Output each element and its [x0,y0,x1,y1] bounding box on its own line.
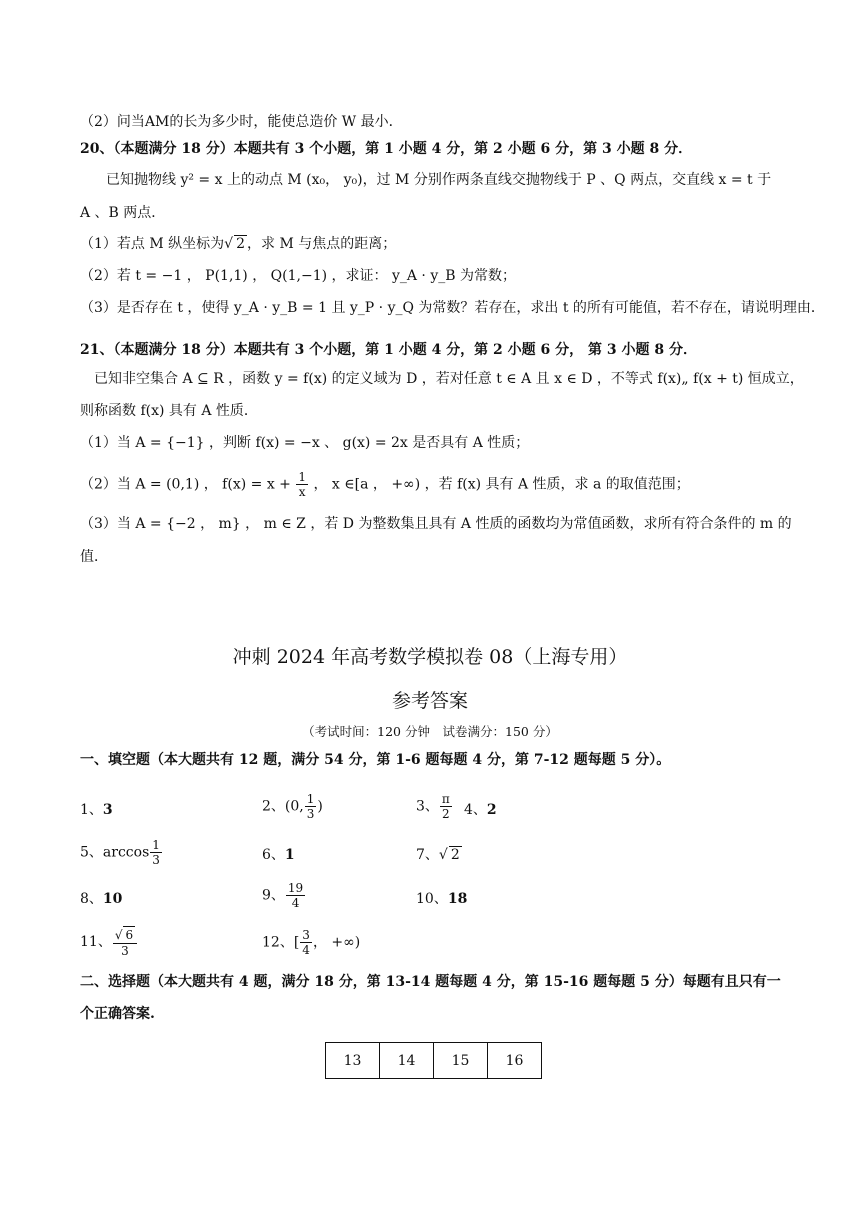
fraction-numerator [113,926,137,944]
fraction-denominator: 3 [152,853,160,867]
fraction-numerator: 1 [298,470,306,484]
q19-part2: （2）问当AM的长为多少时，能使总造价 W 最小． [80,114,403,130]
answer-fraction [440,792,452,821]
answer-value: 10 [102,891,123,907]
answer-label: 6、 [262,847,285,863]
table-cell-13: 13 [326,1043,380,1079]
answer-radicand: 2 [450,847,460,863]
answer-value: 3 [102,802,113,818]
fraction-numerator: 19 [287,881,304,895]
q20-part2: （2）若 t = −1 ， P(1,1) ， Q(1,−1) ，求证： y_A · y_B 为常数； [80,268,516,284]
fraction-numerator: 1 [306,792,315,806]
answer-5 [80,838,163,867]
answer-text: [ [293,934,300,951]
answer-label: 1、 [80,802,103,818]
answer-key-title: 冲刺 2024 年高考数学模拟卷 08（上海专用） [232,646,628,668]
section1-heading: 一、填空题（本大题共有 12 题，满分 54 分，第 1-6 题每题 4 分，第 7-12 题每题 5 分）。 [80,752,671,768]
answer-2 [262,792,323,821]
answer-3 [416,792,453,821]
sqrt-symbol: √ [224,236,234,252]
answer-radicand: 6 [125,928,134,942]
q21-intro-line2: 则称函数 f(x) 具有 A 性质． [80,403,258,419]
answer-12 [262,928,360,957]
answer-fraction [150,838,162,867]
q20-part1 [80,234,396,254]
answer-label: 5、 [80,844,103,861]
answer-label: 7、 [416,847,439,863]
q21-part3-line2: 值． [80,549,108,565]
answer-value: 2 [486,802,497,818]
table-cell-16: 16 [488,1043,542,1079]
answer-label: 2、 [262,798,285,815]
answer-value: 18 [447,891,468,907]
fraction-denominator: x [298,485,306,499]
sqrt-symbol: √ [114,928,123,942]
answer-text: ) [317,798,323,815]
fraction-numerator: 3 [302,928,310,942]
fraction-denominator: 4 [291,896,300,910]
section2-heading-line1: 二、选择题（本大题共有 4 题，满分 18 分，第 13-14 题每题 4 分，第 15-16 题每题 5 分）每题有且只有一 [80,974,781,990]
answer-label: 8、 [80,891,103,907]
q21-part2-fraction [296,470,308,499]
answer-label: 9、 [262,887,285,904]
section2-heading-line2: 个正确答案. [80,1006,155,1022]
q21-part2-text-b: ， x ∈[a ， +∞) ，若 f(x) 具有 A 性质，求 a 的取值范围； [313,476,690,493]
q20-heading: 20、（本题满分 18 分）本题共有 3 个小题，第 1 小题 4 分，第 2 小题 6 分，第 3 小题 8 分． [80,141,693,157]
q20-intro-line1: 已知抛物线 y² = x 上的动点 M (x₀， y₀)，过 M 分别作两条直线交抛物线于 P 、Q 两点，交直线 x = t 于 [106,172,772,188]
q21-part2 [80,470,690,499]
answer-4 [464,800,497,820]
answer-fraction [286,881,305,910]
answer-label: 12、 [262,934,294,951]
fraction-denominator: 2 [442,807,450,821]
q21-part2-text-a: （2）当 A = (0,1) ， f(x) = x + [80,476,291,493]
answer-6 [262,845,295,865]
q21-part3-line1: （3）当 A = {−2 ， m} ， m ∈ Z ，若 D 为整数集且具有 A 性质的函数均为常值函数，求所有符合条件的 m 的 [80,516,792,532]
fraction-numerator: π [441,792,450,806]
answer-text: ， +∞) [312,934,361,951]
answer-label: 3、 [416,798,439,815]
table-cell-15: 15 [434,1043,488,1079]
answer-1 [80,800,113,820]
q20-part1-text-a: （1）若点 M 纵坐标为 [80,236,225,252]
q21-heading: 21、（本题满分 18 分）本题共有 3 个小题，第 1 小题 4 分，第 2 小题 6 分， 第 3 小题 8 分． [80,342,698,358]
q20-part1-radicand: 2 [236,236,245,252]
fraction-denominator: 3 [306,807,315,821]
answer-text: arccos [102,844,150,861]
exam-info: （考试时间：120 分钟 试卷满分：150 分） [302,724,558,739]
answer-value: 1 [284,847,295,863]
answer-label: 4、 [464,802,487,818]
answer-key-subtitle: 参考答案 [391,690,468,712]
answer-9 [262,881,306,910]
answer-label: 10、 [416,891,448,907]
q20-part1-text-b: ，求 M 与焦点的距离； [247,236,397,252]
answer-fraction [113,926,137,958]
fraction-denominator: 3 [121,944,129,958]
fraction-numerator: 1 [152,838,160,852]
table-cell-14: 14 [380,1043,434,1079]
q21-part1: （1）当 A = {−1} ，判断 f(x) = −x 、 g(x) = 2x 是否具有 A 性质； [80,435,530,451]
sqrt-symbol: √ [438,847,448,863]
answer-11 [80,926,138,958]
choice-answer-table [325,1042,542,1079]
fraction-denominator: 4 [302,943,310,957]
answer-text: (0, [284,798,304,815]
answer-fraction [305,792,317,821]
q21-intro-line1: 已知非空集合 A ⊆ R ，函数 y = f(x) 的定义域为 D ，若对任意 t ∈ A 且 x ∈ D ，不等式 f(x)„ f(x + t) 恒成立， [94,371,804,387]
answer-label: 11、 [80,934,112,950]
q20-intro-line2: A 、B 两点． [80,205,166,221]
answer-7 [416,845,462,865]
table-row [326,1043,542,1079]
answer-fraction [300,928,312,957]
q20-part3: （3）是否存在 t ，使得 y_A · y_B = 1 且 y_P · y_Q 为常数？若存在，求出 t 的所有可能值，若不存在，请说明理由． [80,300,825,316]
answer-8 [80,889,122,909]
answer-10 [416,889,467,909]
